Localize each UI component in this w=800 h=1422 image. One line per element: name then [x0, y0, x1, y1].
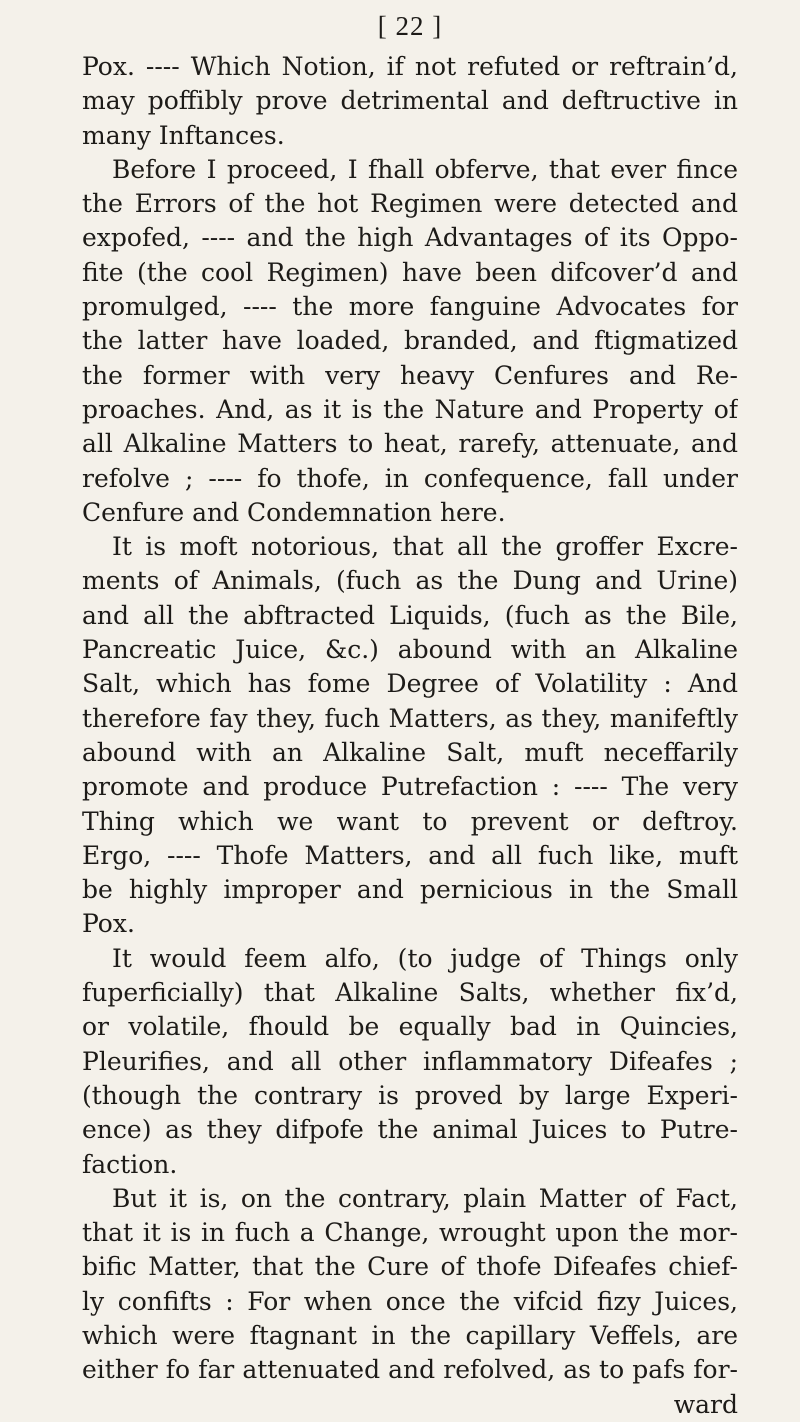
text-line: It is moft notorious, that all the groffer Excre- — [112, 532, 738, 562]
text-line: fite (the cool Regimen) have been difcover’d and — [82, 257, 738, 287]
text-line: Pleurifies, and all other inflammatory Difeafes ; — [82, 1046, 738, 1076]
text-line: promote and produce Putrefaction : ---- The very — [82, 772, 738, 802]
text-line: abound with an Alkaline Salt, muft neceffarily — [82, 737, 738, 767]
text-line: refolve ; ---- fo thofe, in confequence, fall under — [82, 463, 738, 493]
text-line: either fo far attenuated and refolved, as to pafs for- — [82, 1355, 738, 1385]
text-line: But it is, on the contrary, plain Matter of Fact, — [112, 1183, 738, 1213]
text-line: promulged, ---- the more fanguine Advocates for — [82, 292, 738, 322]
text-line: and all the abftracted Liquids, (fuch as the Bile, — [82, 600, 738, 630]
text-line: many Inftances. — [82, 120, 285, 150]
text-line: the former with very heavy Cenfures and Re- — [82, 360, 738, 390]
text-line: which were ftagnant in the capillary Veffels, are — [82, 1320, 738, 1350]
text-line: be highly improper and pernicious in the Small — [82, 875, 738, 905]
text-line: ly confifts : For when once the vifcid fizy Juices, — [82, 1286, 738, 1316]
text-line: therefore fay they, fuch Matters, as they, manifeftly — [82, 703, 738, 733]
text-line: faction. — [82, 1149, 178, 1179]
text-line: ments of Animals, (fuch as the Dung and Urine) — [82, 566, 738, 596]
text-line: that it is in fuch a Change, wrought upon the mor- — [82, 1218, 738, 1248]
catchword: ward — [673, 1389, 738, 1419]
body-text — [82, 50, 738, 1388]
text-line: or volatile, fhould be equally bad in Quincies, — [82, 1012, 738, 1042]
text-line: Thing which we want to prevent or deftroy. — [82, 806, 738, 836]
page-number: [ 22 ] — [377, 11, 443, 41]
text-line: proaches. And, as it is the Nature and Property of — [82, 394, 738, 424]
text-line: It would feem alfo, (to judge of Things only — [112, 943, 738, 973]
text-line: the latter have loaded, branded, and ftigmatized — [82, 326, 738, 356]
text-line: Cenfure and Condemnation here. — [82, 497, 506, 527]
text-line: all Alkaline Matters to heat, rarefy, attenuate, and — [82, 429, 738, 459]
text-line: (though the contrary is proved by large Experi- — [82, 1080, 738, 1110]
text-line: fuperficially) that Alkaline Salts, whether fix’d, — [82, 978, 738, 1008]
text-line: the Errors of the hot Regimen were detected and — [82, 189, 738, 219]
text-line: Ergo, ---- Thofe Matters, and all fuch like, muft — [82, 840, 738, 870]
text-line: Before I proceed, I fhall obferve, that ever fince — [112, 154, 738, 184]
text-line: Pox. ---- Which Notion, if not refuted or reftrain’d, — [82, 52, 738, 81]
text-line: Pancreatic Juice, &c.) abound with an Alkaline — [82, 635, 738, 665]
text-line: expofed, ---- and the high Advantages of its Oppo- — [82, 223, 738, 253]
text-line: bific Matter, that the Cure of thofe Difeafes chief- — [82, 1252, 738, 1282]
text-line: Salt, which has fome Degree of Volatility : And — [82, 669, 738, 699]
text-line: ence) as they difpofe the animal Juices to Putre- — [82, 1115, 738, 1145]
text-line: may poffibly prove detrimental and deftructive in — [82, 86, 738, 116]
text-line: Pox. — [82, 909, 135, 939]
